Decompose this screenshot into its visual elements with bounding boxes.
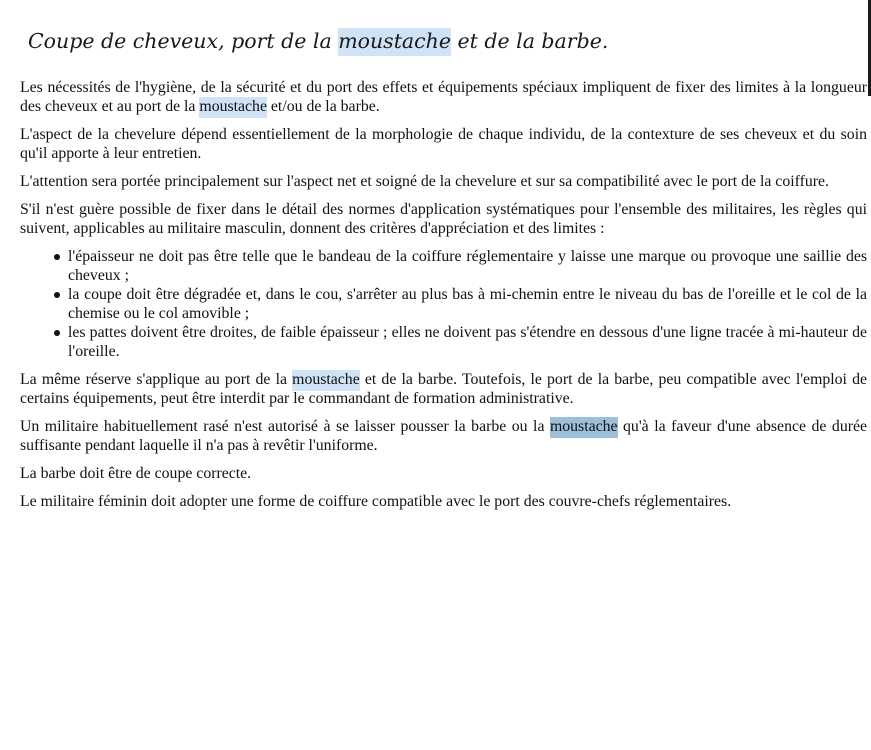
bullet-icon bbox=[54, 330, 60, 336]
title-text: Coupe de cheveux, port de la bbox=[28, 29, 339, 53]
list-item-text: la coupe doit être dégradée et, dans le cou, s'arrêter au plus bas à mi-chemin entre le niveau du bas de l'oreille et le col de la chemise ou le col amovible ; bbox=[68, 286, 867, 322]
current-search-match-highlight[interactable]: moustache bbox=[550, 417, 618, 438]
bullet-icon bbox=[54, 292, 60, 298]
paragraph-feminin: Le militaire féminin doit adopter une forme de coiffure compatible avec le port des couvre-chefs réglementaires. bbox=[20, 493, 732, 510]
paragraph-rase bbox=[20, 417, 867, 455]
paragraph-text-end: et de la barbe. Toutefois, le port de la barbe, peu compatible avec l'emploi de certains équipements, peut être interdit par le commandant de formation administrative. bbox=[20, 371, 867, 407]
paragraph-text: La même réserve s'applique au port de la bbox=[20, 371, 293, 388]
paragraph-aspect: L'aspect de la chevelure dépend essentiellement de la morphologie de chaque individu, de la contexture de ses cheveux et du soin qu'il apporte à leur entretien. bbox=[20, 126, 867, 162]
paragraph-rules-intro: S'il n'est guère possible de fixer dans le détail des normes d'application systématiques pour l'ensemble des militaires, les règles qui suivent, applicables au militaire masculin, donnent des critères d'appréciation et des limites : bbox=[20, 201, 867, 237]
document-body bbox=[20, 78, 867, 511]
search-match-highlight[interactable]: moustache bbox=[338, 28, 451, 56]
paragraph-text: Un militaire habituellement rasé n'est autorisé à se laisser pousser la barbe ou la bbox=[20, 418, 550, 435]
paragraph-reserve bbox=[20, 370, 867, 408]
list-item-text: les pattes doivent être droites, de faible épaisseur ; elles ne doivent pas s'étendre en dessous d'une ligne tracée à mi-hauteur de l'oreille. bbox=[68, 324, 867, 360]
search-match-highlight[interactable]: moustache bbox=[199, 97, 267, 118]
list-item-text: l'épaisseur ne doit pas être telle que le bandeau de la coiffure réglementaire y laisse une marque ou provoque une saillie des cheveux ; bbox=[68, 248, 867, 284]
rules-list bbox=[20, 247, 867, 361]
paragraph-barbe: La barbe doit être de coupe correcte. bbox=[20, 465, 252, 482]
paragraph-text-end: qu'à la faveur d'une absence de durée suffisante pendant laquelle il n'a pas à revêtir l'uniforme. bbox=[20, 418, 867, 454]
paragraph-attention: L'attention sera portée principalement sur l'aspect net et soigné de la chevelure et sur sa compatibilité avec le port de la coiffure. bbox=[20, 173, 829, 190]
list-item bbox=[68, 285, 867, 323]
list-item bbox=[68, 323, 867, 361]
search-match-highlight[interactable]: moustache bbox=[292, 370, 360, 391]
paragraph-text-end: et/ou de la barbe. bbox=[266, 98, 380, 115]
paragraph-text: Les nécessités de l'hygiène, de la sécurité et du port des effets et équipements spéciaux impliquent de fixer des limites à la longueur des cheveux et au port de la bbox=[20, 79, 867, 115]
paragraph-hygiene bbox=[20, 78, 867, 116]
list-item bbox=[68, 247, 867, 285]
title-text-end: et de la barbe. bbox=[450, 29, 609, 53]
bullet-icon bbox=[54, 254, 60, 260]
page-title bbox=[28, 26, 867, 56]
